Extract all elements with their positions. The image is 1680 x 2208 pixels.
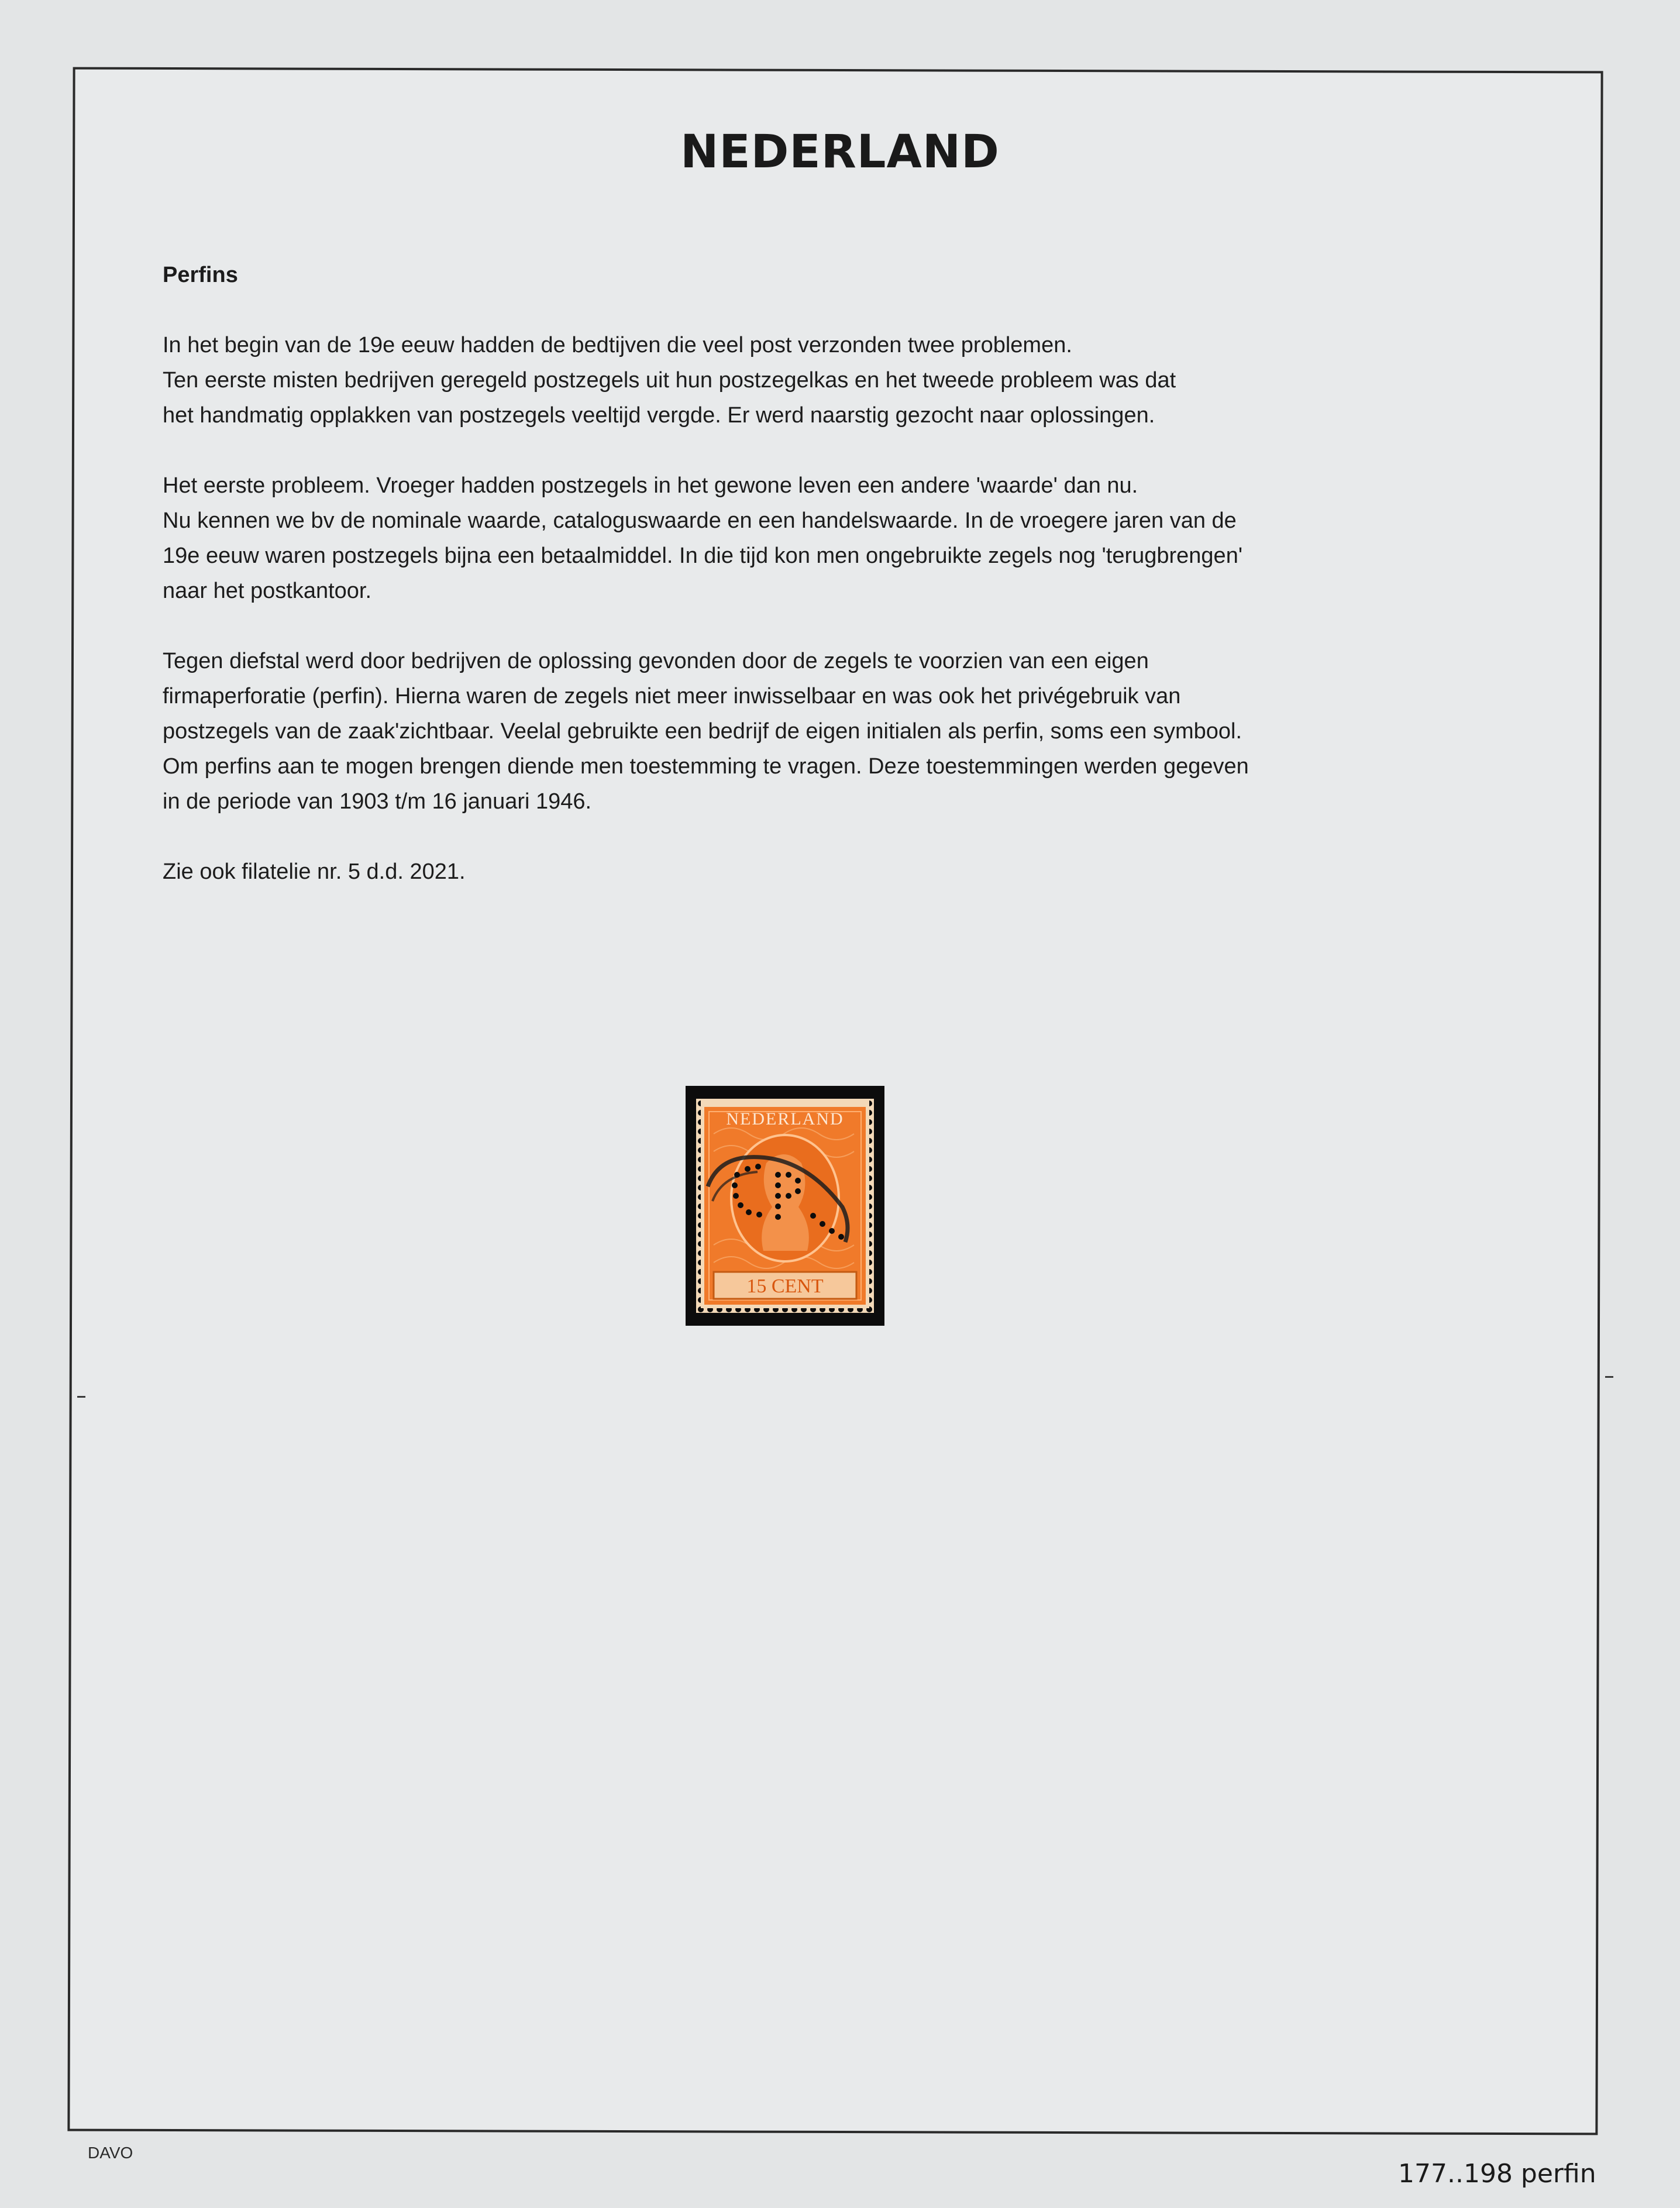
stamp-mount [686, 1086, 884, 1326]
stamp-value-text: 15 CENT [746, 1275, 824, 1297]
text-line: Nu kennen we bv de nominale waarde, cataloguswaarde en een handelswaarde. In de vroegere jaren van de [163, 508, 1237, 533]
text-line: het handmatig opplakken van postzegels veeltijd vergde. Er werd naarstig gezocht naar oplossingen. [163, 403, 1155, 428]
section-heading: Perfins [163, 263, 238, 287]
footer-brand: DAVO [88, 2144, 133, 2162]
footer-page-label: 177..198 perfin [1398, 2159, 1596, 2189]
stamp-image [696, 1099, 874, 1313]
text-line: Tegen diefstal werd door bedrijven de oplossing gevonden door de zegels te voorzien van een eigen [163, 649, 1149, 673]
text-line: firmaperforatie (perfin). Hierna waren de zegels niet meer inwisselbaar en was ook het privégebruik van [163, 684, 1181, 709]
text-line: in de periode van 1903 t/m 16 januari 1946. [163, 789, 592, 814]
paragraph-intro [163, 328, 1391, 433]
paragraph-theft-solution [163, 644, 1391, 819]
text-line: postzegels van de zaak'zichtbaar. Veelal gebruikte een bedrijf de eigen initialen als perfin, soms een symbool. [163, 719, 1242, 744]
text-line: naar het postkantoor. [163, 579, 372, 603]
text-line: Zie ook filatelie nr. 5 d.d. 2021. [163, 859, 466, 884]
page-title: NEDERLAND [680, 126, 1000, 178]
stamp-top-text: NEDERLAND [726, 1109, 844, 1129]
text-line: Om perfins aan te mogen brengen diende men toestemming te vragen. Deze toestemmingen werden gegeven [163, 754, 1249, 779]
paragraph-reference [163, 854, 1391, 889]
text-line: In het begin van de 19e eeuw hadden de bedtijven die veel post verzonden twee problemen. [163, 333, 1072, 357]
text-block [163, 257, 1391, 924]
text-line: 19e eeuw waren postzegels bijna een betaalmiddel. In die tijd kon men ongebruikte zegels nog 'terugbrengen' [163, 544, 1243, 568]
text-line: Ten eerste misten bedrijven geregeld postzegels uit hun postzegelkas en het tweede probleem was dat [163, 368, 1176, 393]
margin-tick-left [77, 1396, 85, 1398]
text-line: Het eerste probleem. Vroeger hadden postzegels in het gewone leven een andere 'waarde' dan nu. [163, 473, 1138, 498]
paragraph-first-problem [163, 468, 1391, 608]
margin-tick-right [1605, 1376, 1613, 1378]
